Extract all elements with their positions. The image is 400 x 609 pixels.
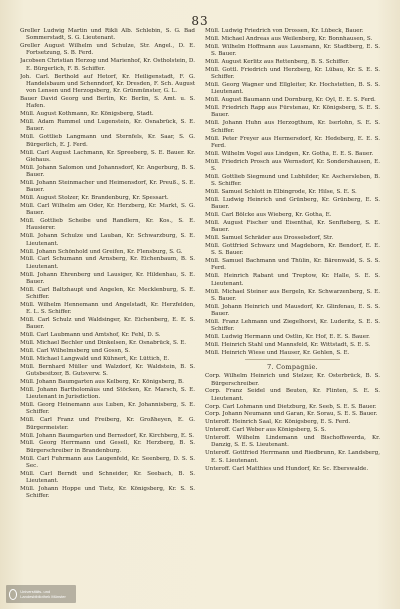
list-entry: Müll. Wilhelm Hoffmann aus Lausmann, Kr. Stadtberg, E. S. S. Bauer. xyxy=(205,43,380,58)
list-entry: Müll. Ludwig Heinrich und Grünberg, Kr. Grünberg, E. S. Bauer. xyxy=(205,196,380,211)
list-entry: Müll. Heinrich Stahl und Mannsfeld, Kr. Wittstadt, S. E. S. xyxy=(205,342,371,349)
list-entry: Corp. Carl Lohmann und Dietzburg, Kr. Seeb, S. E. S. Bauer. xyxy=(205,403,377,410)
list-entry: Müll. Michael Bechler und Dinkelsen, Kr. Osnabrück, S. E. xyxy=(20,340,187,347)
list-entry: Müll. Johann Schönhold und Greifen, Kr. Flensburg, S. G. xyxy=(20,248,183,255)
list-entry: Greller August Wilhelm und Schulze, Str. Angel., D. E. Fortsetzung, S. B. Ferd. xyxy=(20,43,195,57)
list-entry: Müll. Carl Baltzhaupt und Angelen, Kr. Mecklenburg, S. E. Schiffer. xyxy=(20,286,195,301)
right-column xyxy=(205,28,380,588)
list-entry: Müll. Johann Schulze und Lauban, Kr. Schwarzburg, S. E. Lieutenant. xyxy=(20,233,195,247)
list-entry: Müll. Friedrich Prosch aus Wernsdorf, Kr. Sondershausen, E. S. xyxy=(205,158,380,172)
list-entry: Unteroff. Gottfried Herrmann und Riedbrunn, Kr. Landsberg, E. S. Lieutenant. xyxy=(205,450,380,464)
list-entry: Müll. Johann Ehrenberg und Lausiger, Kr. Hildenhau, S. E. Bauer. xyxy=(20,271,195,285)
list-entry: Unteroff. Heinrich Saal, Kr. Königsberg, E. S. Ferd. xyxy=(205,419,351,426)
list-entry: Müll. Gottl. Friedrich und Herzberg, Kr. Lübau, Kr. S. E. S. Schiffer. xyxy=(205,66,380,81)
list-entry: Müll. Carl Fuhrmann aus Laugenfeld, Kr. Seenberg, D. S. S. Sec. xyxy=(20,455,195,469)
text-columns xyxy=(20,28,380,588)
list-entry: Joh. Carl. Berthold auf Hetorf, Kr. Heiligenstadt, F. G. Handelsbaum und Schenndorf, Kr. Dresden, F. Sch. August von Lensen und Herzogsberg, Kr. Grünmünster, G. L. xyxy=(20,73,195,95)
list-entry: Müll. Carl Wilhelmsberg und Gossn, S. xyxy=(20,348,131,355)
list-entry: Müll. Ludwig Hermann und Ostlin, Kr. Hof, E. E. S. Bauer. xyxy=(205,334,370,341)
list-entry: Müll. Ludwig Friedrich von Drossen, Kr. Lübeck, Bauer. xyxy=(205,28,364,34)
list-entry: Müll. Gottlieb Langmann und Sternfels, Kr. Saar, S. G. Bürgerlich, E. J. Ferd. xyxy=(20,134,195,148)
list-entry: Müll. Samuel Schlott in Elbingrode, Kr. Hilse, S. E. S. xyxy=(205,188,357,195)
list-entry: Müll. August Kothmann, Kr. Königsberg, Stadt. xyxy=(20,111,154,118)
list-entry: Müll. Carl Wilhelm am Oder, Kr. Herzberg, Kr. Markt, S. G. Bauer. xyxy=(20,202,195,217)
list-entry: Müll. Carl Schumann und Arnsberg, Kr. Eichenbaum, B. S. Lieutenant. xyxy=(20,256,195,270)
list-entry: Unteroff. Carl Weber aus Königsberg, S. S. xyxy=(205,427,327,434)
list-entry: Müll. Peter Freyer aus Hermersdorf, Kr. Hedeberg, E. E. S. Ferd. xyxy=(205,135,380,149)
section-heading: 7. Compagnie. xyxy=(267,363,318,372)
list-entry: Müll. Heinrich Wiese und Hauser, Kr. Gehlen, S. E. xyxy=(205,349,350,356)
list-entry: Müll. Johann Baumgarten und Bernsdorf, Kr. Kirchberg, E. S. xyxy=(20,432,194,439)
list-entry: Jacobsen Christian Herzog und Marienhof, Kr. Ostholstein, D. E. Bürgerlich, F. B. Schiffer. xyxy=(20,58,195,72)
library-logo xyxy=(6,585,76,603)
list-entry: Unteroff. Carl Matthies und Hundorf, Kr. Sc. Eberswalde. xyxy=(205,465,369,472)
list-entry: Müll. Carl Berndt und Schneider, Kr. Seebach, B. S. Lieutenant. xyxy=(20,470,195,485)
list-entry: Müll. Samuel Schräder aus Drosselsdorf, Str. xyxy=(205,235,334,242)
list-entry: Müll. Johann Baumgarten aus Kelberg, Kr. Königsberg, B. xyxy=(20,379,184,386)
list-entry: Müll. August Baumann und Dornburg, Kr. Oyl, E. E. S. Ferd. xyxy=(205,97,376,104)
list-entry: Müll. Georg Herrmann und Gesell, Kr. Herzberg, B. S. Bürgerschreiber in Brandenburg. xyxy=(20,440,195,454)
list-entry: Müll. Heinrich Rabant und Treptow, Kr. Halle, S. E. S. Lieutenant. xyxy=(205,273,380,287)
library-seal-icon xyxy=(9,589,17,600)
list-entry: Müll. Johann Steinmacher und Heimensdorf, Kr. Preuß., S. E. Bauer. xyxy=(20,179,195,194)
list-entry: Müll. Carl Laubmann und Amtshof, Kr. Fehl, D. S. xyxy=(20,332,161,339)
list-entry: Müll. Gottfried Schwarz und Magdeborn, Kr. Bendorf, E. E. S. S. Bauer. xyxy=(205,243,380,257)
list-entry: Bauer David Georg und Berlin, Kr. Berlin, S. Amt. u. S. Hafen. xyxy=(20,96,195,110)
list-entry: Müll. Bernhard Müller und Walzdorf, Kr. Waldstein, B. S. Gutsbesitzer, B. Gutsverw. S. xyxy=(20,363,195,378)
list-entry: Müll. Friedrich Rapp aus Fürstenau, Kr. Königsberg, S. E. S. Bauer. xyxy=(205,105,380,119)
list-entry: Müll. Johann Bartholomäus und Stöcken, Kr. Marsch, S. E. Lieutenant in Jurisdiction. xyxy=(20,386,195,401)
list-entry: Müll. Michael Steiner aus Bergeln, Kr. Schwarzenberg, S. E. S. Bauer. xyxy=(205,288,380,302)
section-divider xyxy=(245,359,340,360)
library-logo-text: Universitäts- und Landesbibliothek Münster xyxy=(20,589,66,599)
list-entry: Müll. Gottlieb Scheibe und Randlern, Kr. Kos., S. E. Hausierer. xyxy=(20,218,195,232)
list-entry: Müll. Michael Langwald und Kühnert, Kr. Lüttich, E. xyxy=(20,356,170,363)
list-entry: Müll. Wilhelm Vogel aus Lindgen, Kr. Gotha, E. E. S. Bauer. xyxy=(205,150,374,157)
list-entry: Müll. Franz Lehmann und Ziegelhorst, Kr. Luderitz, S. E. S. Schiffer. xyxy=(205,318,380,333)
page-number: 83 xyxy=(191,14,209,28)
list-entry: Müll. August Stolzer, Kr. Brandenburg, Kr. Spessart. xyxy=(20,195,169,202)
list-entry: Müll. Johann Salomon und Johannsdorf, Kr. Angerburg, B. S. Bauer. xyxy=(20,164,195,178)
list-entry: Corp. Wilhelm Heinrich und Stelzer, Kr. Osterbrück, B. S. Bürgerschreiber. xyxy=(205,373,380,387)
list-entry: Müll. Gottlieb Siegmund und Lubhilder, Kr. Aschersleben, B. S. Schiffer. xyxy=(205,173,380,188)
list-entry: Müll. Carl Bölcke aus Wieberg, Kr. Gotha, E. xyxy=(205,212,332,219)
right-column-entries xyxy=(205,28,380,357)
list-entry: Müll. Michael Andreas aus Weilenberg, Kr. Bonnhausen, S. xyxy=(205,35,373,42)
list-entry: Müll. Johann Hoppe und Tietz, Kr. Königsberg, Kr. S. S. Schiffer. xyxy=(20,486,195,500)
list-entry: Müll. Georg Heinemann aus Luben, Kr. Johannisberg, S. E. Schiffer. xyxy=(20,402,195,416)
list-entry: Müll. Wilhelm Hennemann und Angelstadt, Kr. Herzfelden, E. L. S. Schiffer. xyxy=(20,301,195,316)
list-entry: Unteroff. Wilhelm Lindemann und Bischoffswerda, Kr. Danzig, S. E. S. Lieutenant. xyxy=(205,435,380,449)
list-entry: Müll. Carl August Lachmann, Kr. Spreeberg, S. E. Bauer. Kr. Giehaus. xyxy=(20,149,195,163)
list-entry: Müll. Adam Rummel und Lugenstein, Kr. Osnabrück, S. E. Bauer. xyxy=(20,119,195,133)
list-entry: Müll. Johann Heinrich und Mausdorf, Kr. Glinfenau, E. S. S. Bauer. xyxy=(205,303,380,318)
list-entry: Müll. Carl Franz und Freiberg, Kr. Großheyen, E. G. Bürgermeister. xyxy=(20,417,195,431)
list-entry: Müll. Carl Schulz und Waldsinger, Kr. Eichenberg, E. E. S. Bauer. xyxy=(20,317,195,331)
left-column xyxy=(20,28,195,588)
list-entry: Corp. Franz Seidel und Beuten, Kr. Flinten, S. E. S. Lieutenant. xyxy=(205,388,380,402)
list-entry: Müll. August Fischer und Eisenthal, Kr. Senfteberg, S. E. Bauer. xyxy=(205,219,380,234)
list-entry: Greller Ludwig Martin und Rikli Alb. Schlebin, S. G. Bad Sommerstadt, S. G. Lieutenant. xyxy=(20,28,195,42)
list-entry: Müll. Georg Wagner und Ellgleiter, Kr. Hochstetten, B. S. S. Lieutenant. xyxy=(205,82,380,96)
list-entry: Müll. Samuel Bachmann und Thülin, Kr. Bärenwald, S. S. S. Ferd. xyxy=(205,258,380,272)
list-entry: Müll. August Kerlitz aus Rettenberg, B. S. Schiffer. xyxy=(205,58,350,65)
list-entry: Müll. Johann Huhn aus Herzogthum, Kr. Iserlohn, S. E. S. Schiffer. xyxy=(205,120,380,134)
right-column-entries-after xyxy=(205,373,380,473)
list-entry: Corp. Johann Neumann und Garan, Kr. Sorau, S. E. S. Bauer. xyxy=(205,411,378,418)
